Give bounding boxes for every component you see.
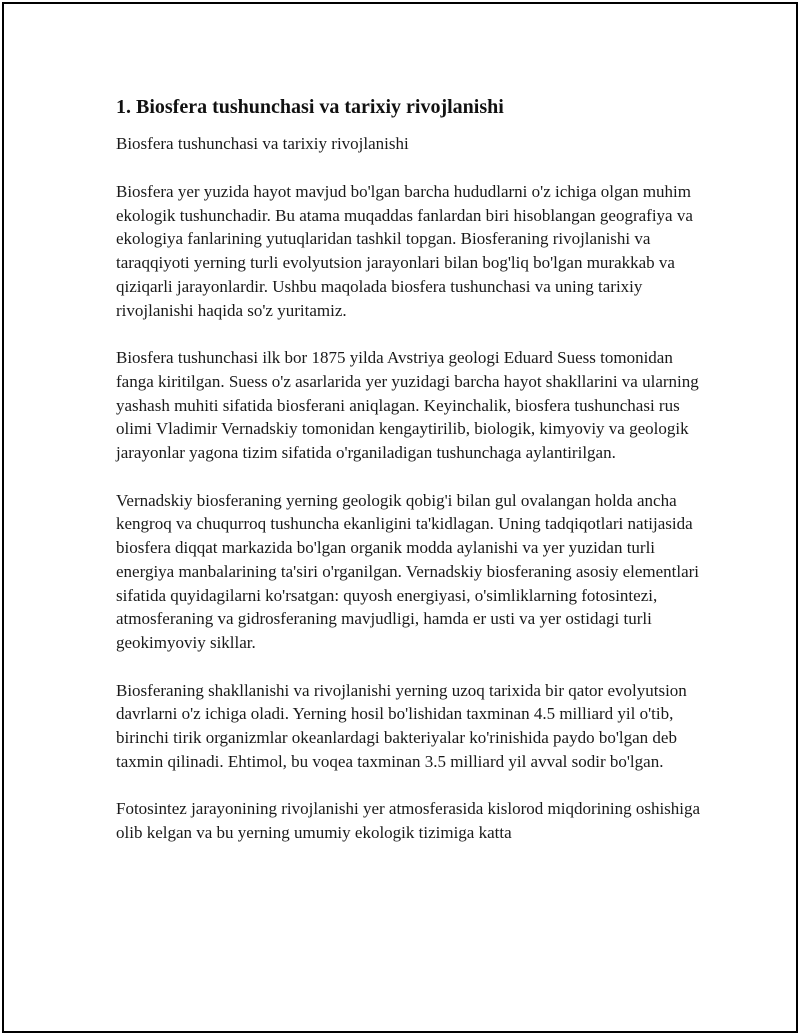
- document-subtitle: Biosfera tushunchasi va tarixiy rivojlanishi: [116, 134, 409, 153]
- paragraph-4: Biosferaning shakllanishi va rivojlanishi yerning uzoq tarixida bir qator evolyutsion davrlarni o'z ichiga oladi. Yerning hosil bo'lishidan taxminan 4.5 milliard yil o'tib, birinchi tirik organizmlar okeanlardagi bakteriyalar ko'rinishida paydo bo'lgan deb taxmin qilinadi. Ehtimol, bu voqea taxminan 3.5 milliard yil avval sodir bo'lgan.: [116, 680, 687, 771]
- paragraph-1: Biosfera yer yuzida hayot mavjud bo'lgan barcha hududlarni o'z ichiga olgan muhim ekologik tushunchadir. Bu atama muqaddas fanlardan biri hisoblangan geografiya va ekologiya fanlarining yutuqlaridan tashkil topgan. Biosferaning rivojlanishi va taraqqiyoti yerning turli evolyutsion jarayonlari bilan bog'liq bo'lgan murakkab va qiziqarli jarayonlardir. Ushbu maqolada biosfera tushunchasi va uning tarixiy rivojlanishi haqida so'z yuritamiz.: [116, 182, 693, 320]
- document-title: 1. Biosfera tushunchasi va tarixiy rivojlanishi: [116, 96, 504, 118]
- paragraph-2: Biosfera tushunchasi ilk bor 1875 yilda Avstriya geologi Eduard Suess tomonidan fanga kiritilgan. Suess o'z asarlarida yer yuzidagi barcha hayot shakllarini va ularning yashash muhiti sifatida biosferani aniqlagan. Keyinchalik, biosfera tushunchasi rus olimi Vladimir Vernadskiy tomonidan kengaytirilib, biologik, kimyoviy va geologik jarayonlar yagona tizim sifatida o'rganiladigan tushunchaga aylantirilgan.: [116, 348, 699, 463]
- document-body: [116, 94, 706, 869]
- paragraph-3: Vernadskiy biosferaning yerning geologik qobig'i bilan gul ovalangan holda ancha kengroq va chuqurroq tushuncha ekanligini ta'kidlagan. Uning tadqiqotlari natijasida biosfera diqqat markazida bo'lgan organik modda aylanishi va yer yuzidan turli energiya manbalarining ta'siri o'rganilgan. Vernadskiy biosferaning asosiy elementlari sifatida quyidagilarni ko'rsatgan: quyosh energiyasi, o'simliklarning fotosintezi, atmosferaning va gidrosferaning mavjudligi, hamda er usti va yer ostidagi turli geokimyoviy sikllar.: [116, 490, 700, 652]
- paragraph-5: Fotosintez jarayonining rivojlanishi yer atmosferasida kislorod miqdorining oshishiga olib kelgan va bu yerning umumiy ekologik tizimiga katta: [116, 799, 701, 843]
